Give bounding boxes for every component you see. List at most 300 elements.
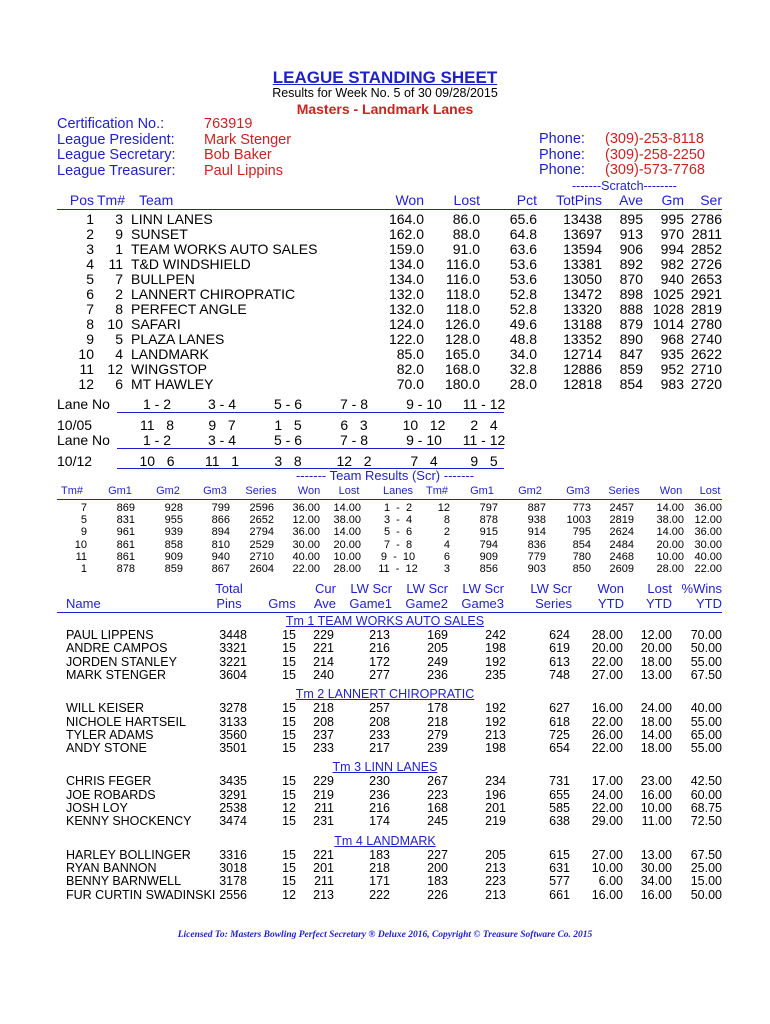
bowler-name: MARK STENGER [66, 667, 167, 682]
team-results-cell: 36.00 [694, 502, 722, 514]
bowler-name: FUR CURTIN SWADINSKI [66, 887, 216, 902]
bowler-cell: 22.00 [591, 654, 623, 669]
bowler-cell: 200 [427, 860, 448, 875]
lane-divider [117, 448, 504, 449]
team-results-col-header: Gm2 [518, 485, 542, 497]
team-results-col-header: Won [297, 485, 321, 497]
standings-cell: 994 [660, 241, 684, 257]
bowler-name: TYLER ADAMS [66, 727, 154, 742]
bowler-cell: 23.00 [640, 774, 672, 789]
bowler-cell: 205 [427, 641, 448, 656]
standings-cell: 13188 [563, 316, 602, 332]
bowler-name: CHRIS FEGER [66, 774, 152, 789]
bowler-name: RYAN BANNON [66, 860, 157, 875]
standings-cell: 165.0 [444, 346, 480, 362]
team-results-cell: 9 [80, 526, 87, 539]
bowler-col-header: Series [535, 596, 572, 611]
lane-pair: 7 - 8 [339, 396, 368, 412]
bowler-cell: 20.00 [591, 641, 623, 656]
lane-matchup: 11 8 [140, 417, 174, 433]
bowler-name: WILL KEISER [66, 701, 145, 716]
team-results-cell: 5 - 6 [383, 526, 413, 539]
team-results-cell: 20.00 [656, 538, 684, 551]
team-results-cell: 12.00 [292, 514, 320, 527]
lane-label: Lane No [57, 432, 110, 448]
standings-cell: 4 [86, 256, 94, 272]
standings-cell: LANDMARK [131, 346, 209, 362]
bowler-cell: 55.00 [690, 714, 722, 729]
lane-matchup: 1 5 [274, 417, 302, 433]
bowler-name: KENNY SHOCKENCY [66, 814, 192, 829]
bowler-cell: 70.00 [690, 628, 722, 642]
bowler-cell: 655 [549, 787, 570, 802]
bowler-cell: 725 [549, 727, 570, 742]
standings-cell: 6 [86, 286, 94, 302]
bowler-cell: 239 [427, 741, 448, 756]
bowler-cell: 29.00 [591, 814, 623, 829]
bowler-cell: 615 [549, 847, 570, 862]
bowler-cell: 27.00 [591, 847, 623, 862]
bowler-cell: 10.00 [591, 860, 623, 875]
standings-cell: 168.0 [444, 361, 480, 377]
standings-col-header: Ave [619, 192, 643, 208]
lane-date: 10/12 [57, 453, 93, 469]
phone-label: Phone: [539, 162, 585, 178]
team-results-col-header: Gm1 [470, 485, 494, 497]
team-section-title: Tm 4 LANDMARK [334, 833, 436, 848]
standings-cell: 2740 [690, 331, 722, 347]
bowler-cell: 223 [485, 874, 506, 889]
team-results-cell: 14.00 [333, 502, 361, 514]
team-results-cell: 779 [527, 550, 546, 563]
standings-row [0, 317, 770, 332]
standings-row [0, 227, 770, 242]
standings-cell: 940 [660, 271, 684, 287]
team-results-col-header: Lanes [383, 485, 413, 497]
standings-cell: 2720 [690, 376, 722, 392]
standings-cell: 3 [115, 211, 123, 227]
bowler-cell: 16.00 [640, 787, 672, 802]
bowler-cell: 214 [313, 654, 334, 669]
standings-col-header: Ser [700, 192, 722, 208]
lane-divider [117, 412, 504, 413]
officer-label: Certification No.: [57, 116, 165, 132]
standings-cell: 2819 [690, 301, 722, 317]
standings-cell: 34.0 [509, 346, 537, 362]
standings-cell: 1 [115, 241, 123, 257]
bowler-cell: 27.00 [591, 667, 623, 682]
bowler-cell: 196 [485, 787, 506, 802]
bowler-col-header: Game2 [405, 596, 448, 611]
officer-value: Mark Stenger [204, 131, 292, 148]
team-results-cell: 854 [572, 538, 591, 551]
team-results-col-header: Gm3 [203, 485, 227, 497]
phone-values [605, 132, 705, 179]
team-results-col-header: Series [608, 485, 640, 497]
bowler-cell: 240 [313, 667, 334, 682]
bowler-cell: 28.00 [591, 628, 623, 642]
bowler-cell: 3221 [219, 654, 247, 669]
bowler-cell: 3278 [219, 701, 247, 716]
standings-cell: 134.0 [388, 256, 424, 272]
team-results-cell: 909 [479, 550, 498, 563]
bowler-cell: 15 [282, 874, 296, 889]
standings-cell: 116.0 [446, 271, 480, 287]
standings-cell: 13438 [563, 211, 602, 227]
bowler-cell: 213 [485, 727, 506, 742]
team-results-cell: 939 [164, 526, 183, 539]
standings-cell: 64.8 [509, 226, 537, 242]
standings-cell: 52.8 [509, 301, 537, 317]
lane-matchup: 9 5 [470, 453, 498, 469]
standings-cell: 10 [78, 346, 94, 362]
bowler-row [0, 875, 770, 888]
bowler-cell: 661 [549, 887, 570, 902]
bowler-cell: 245 [427, 814, 448, 829]
bowler-cell: 3133 [219, 714, 247, 729]
standings-cell: 162.0 [388, 226, 424, 242]
bowler-cell: 67.50 [690, 667, 722, 682]
bowler-row [0, 669, 770, 682]
bowler-cell: 201 [313, 860, 334, 875]
bowler-cell: 68.75 [690, 801, 722, 815]
team-results-cell: 28.00 [333, 563, 361, 575]
team-results-cell: 955 [164, 514, 183, 527]
standings-cell: 49.6 [509, 316, 537, 332]
bowler-cell: 3474 [219, 814, 247, 829]
bowler-cell: 223 [427, 787, 448, 802]
standings-cell: PERFECT ANGLE [131, 301, 247, 317]
bowler-cell: 171 [369, 874, 390, 889]
standings-cell: 1014 [652, 316, 684, 332]
bowler-cell: 12 [282, 801, 296, 815]
bowler-cell: 221 [313, 641, 334, 656]
standings-cell: MT HAWLEY [131, 376, 214, 392]
standings-col-header: Lost [453, 192, 480, 208]
lane-pair: 3 - 4 [207, 396, 236, 412]
standings-col-header: Pos [69, 192, 94, 208]
bowler-cell: 3018 [219, 860, 247, 875]
bowler-cell: 748 [549, 667, 570, 682]
bowler-cell: 67.50 [690, 847, 722, 862]
bowler-col-header: Pins [216, 596, 242, 611]
bowler-cell: 24.00 [591, 787, 623, 802]
lane-matchup: 3 8 [274, 453, 302, 469]
standings-cell: 2921 [690, 286, 722, 302]
standings-cell: 8 [86, 316, 94, 332]
bowler-col-header: Cur [315, 581, 336, 596]
bowler-cell: 15 [282, 654, 296, 669]
standings-cell: 12886 [563, 361, 602, 377]
team-section-title: Tm 1 TEAM WORKS AUTO SALES [285, 614, 485, 628]
standings-cell: TEAM WORKS AUTO SALES [131, 241, 318, 257]
bowler-cell: 213 [313, 887, 334, 902]
standings-cell: 5 [115, 331, 123, 347]
standings-row [0, 377, 770, 392]
standings-cell: 65.6 [509, 211, 537, 227]
team-results-cell: 915 [479, 526, 498, 539]
standings-col-header: Team [139, 192, 174, 208]
standings-col-header: Pct [516, 192, 537, 208]
standings-header [0, 192, 770, 209]
bowler-cell: 221 [313, 847, 334, 862]
bowler-cell: 3321 [219, 641, 247, 656]
bowler-cell: 18.00 [640, 654, 672, 669]
phone-label: Phone: [539, 146, 585, 163]
standings-cell: 935 [660, 346, 684, 362]
bowler-cell: 55.00 [690, 654, 722, 669]
standings-cell: 5 [86, 271, 94, 287]
scratch-label: -------Scratch-------- [572, 179, 677, 193]
lane-matchup: 7 4 [410, 453, 438, 469]
bowler-cell: 6.00 [598, 874, 623, 889]
bowler-cell: 234 [485, 774, 506, 789]
team-results-col-header: Gm3 [566, 485, 590, 497]
bowler-cell: 192 [485, 701, 506, 716]
standings-cell: 870 [619, 271, 643, 287]
bowler-cell: 34.00 [640, 874, 672, 889]
officer-value: Paul Lippins [204, 162, 283, 179]
standings-cell: 10 [107, 316, 123, 332]
bowler-cell: 3316 [219, 847, 247, 862]
team-results-cell: 10.00 [656, 550, 684, 563]
bowler-cell: 22.00 [591, 741, 623, 756]
standings-cell: 9 [115, 226, 123, 242]
officer-label: League Treasurer: [57, 162, 176, 179]
team-results-cell: 38.00 [656, 514, 684, 527]
lane-pair: 11 - 12 [462, 432, 506, 448]
lane-pair: 1 - 2 [142, 396, 171, 412]
standings-cell: 879 [619, 316, 643, 332]
bowler-cell: 30.00 [640, 860, 672, 875]
bowler-row [0, 889, 770, 902]
standings-cell: 1025 [652, 286, 684, 302]
officer-labels [57, 117, 176, 179]
standings-cell: 983 [660, 376, 684, 392]
team-results-cell: 894 [211, 526, 230, 539]
bowler-cell: 3448 [219, 628, 247, 642]
standings-cell: 968 [660, 331, 684, 347]
team-results-cell: 12.00 [694, 514, 722, 527]
officer-value: Bob Baker [204, 147, 272, 163]
team-results-cell: 5 [80, 514, 87, 527]
bowler-cell: 631 [549, 860, 570, 875]
bowler-cell: 24.00 [640, 701, 672, 716]
bowler-cell: 16.00 [640, 887, 672, 902]
team-results-cell: 9 - 10 [380, 550, 416, 563]
bowler-cell: 2556 [219, 887, 247, 902]
bowler-cell: 3560 [219, 727, 247, 742]
bowler-cell: 205 [485, 847, 506, 862]
team-results-cell: 795 [572, 526, 591, 539]
team-results-divider [57, 499, 722, 500]
team-results-cell: 1 [80, 563, 87, 575]
team-results-cell: 1003 [566, 514, 591, 527]
standings-cell: 88.0 [452, 226, 480, 242]
standings-cell: 132.0 [388, 286, 424, 302]
standings-cell: WINGSTOP [131, 361, 207, 377]
bowler-cell: 15 [282, 860, 296, 875]
team-results-col-header: Lost [699, 485, 721, 497]
team-results-cell: 2596 [249, 502, 274, 514]
team-results-cell: 938 [527, 514, 546, 527]
bowler-name: NICHOLE HARTSEIL [66, 714, 186, 729]
bowler-cell: 192 [485, 714, 506, 729]
standings-divider [57, 209, 722, 210]
standings-cell: 2 [115, 286, 123, 302]
bowler-cell: 168 [427, 801, 448, 815]
bowler-cell: 198 [485, 741, 506, 756]
team-results-cell: 831 [116, 514, 135, 527]
lane-pair: 1 - 2 [142, 432, 171, 448]
bowler-cell: 219 [485, 814, 506, 829]
standings-cell: 118.0 [446, 286, 480, 302]
team-results-cell: 780 [572, 550, 591, 563]
standings-row [0, 212, 770, 227]
bowler-cell: 169 [427, 628, 448, 642]
phone-value: (309)-258-2250 [605, 146, 705, 163]
bowler-name: JORDEN STANLEY [66, 654, 177, 669]
standings-cell: 91.0 [452, 241, 480, 257]
bowler-cell: 218 [369, 860, 390, 875]
bowler-cell: 638 [549, 814, 570, 829]
team-results-cell: 14.00 [333, 526, 361, 539]
team-results-col-header: Tm# [61, 485, 83, 497]
team-results-cell: 2652 [249, 514, 274, 527]
team-results-cell: 797 [479, 502, 498, 514]
officer-label: League Secretary: [57, 147, 176, 163]
standings-cell: 2786 [690, 211, 722, 227]
standings-cell: 854 [619, 376, 643, 392]
bowler-cell: 17.00 [591, 774, 623, 789]
phone-labels [539, 132, 585, 179]
bowler-cell: 213 [369, 628, 390, 642]
bowler-cell: 731 [549, 774, 570, 789]
standings-cell: 2811 [691, 226, 722, 242]
team-results-cell: 2457 [609, 502, 634, 514]
standings-row [0, 347, 770, 362]
bowler-row [0, 729, 770, 742]
bowler-col-header: YTD [598, 596, 624, 611]
team-results-cell: 858 [164, 538, 183, 551]
team-results-cell: 8 [443, 514, 450, 527]
standings-col-header: Gm [661, 192, 684, 208]
bowler-name: ANDY STONE [66, 741, 147, 756]
standings-cell: 118.0 [446, 301, 480, 317]
bowler-cell: 3604 [219, 667, 247, 682]
lane-pair: 5 - 6 [273, 432, 302, 448]
team-results-cell: 30.00 [292, 538, 320, 551]
team-results-col-header: Gm1 [108, 485, 132, 497]
team-results-cell: 867 [211, 563, 230, 575]
bowler-col-header: %Wins [681, 581, 722, 596]
bowler-col-header: LW Scr [462, 581, 504, 596]
bowler-cell: 3178 [219, 874, 247, 889]
standings-row [0, 362, 770, 377]
standings-cell: 982 [660, 256, 684, 272]
bowler-cell: 183 [369, 847, 390, 862]
lane-matchup: 2 4 [470, 417, 498, 433]
bowler-cell: 237 [313, 727, 334, 742]
team-results-row [0, 563, 770, 575]
bowler-row [0, 815, 770, 828]
standings-cell: 1 [86, 211, 94, 227]
bowler-cell: 13.00 [640, 847, 672, 862]
standings-cell: SAFARI [131, 316, 181, 332]
team-section-title: Tm 2 LANNERT CHIROPRATIC [295, 687, 475, 702]
bowler-cell: 13.00 [640, 667, 672, 682]
bowler-name: HARLEY BOLLINGER [66, 847, 191, 862]
standings-cell: 159.0 [388, 241, 424, 257]
standings-cell: 859 [619, 361, 643, 377]
standings-cell: 13381 [563, 256, 602, 272]
bowler-col-header: Lost [647, 581, 672, 596]
bowler-row [0, 849, 770, 862]
bowler-cell: 216 [369, 641, 390, 656]
team-results-cell: 2468 [609, 550, 634, 563]
standings-cell: 12818 [563, 376, 602, 392]
bowler-cell: 18.00 [640, 741, 672, 756]
team-results-cell: 6 [443, 550, 450, 563]
bowler-cell: 229 [313, 628, 334, 642]
team-results-row [0, 551, 770, 563]
team-results-cell: 887 [527, 502, 546, 514]
team-results-row [0, 526, 770, 538]
bowler-cell: 42.50 [690, 774, 722, 789]
standings-cell: 9 [86, 331, 94, 347]
team-results-cell: 36.00 [292, 526, 320, 539]
team-results-cell: 12 [437, 502, 450, 514]
bowler-col-header: Game1 [349, 596, 392, 611]
team-results-col-header: Gm2 [156, 485, 180, 497]
bowler-cell: 22.00 [591, 801, 623, 815]
bowler-cell: 613 [549, 654, 570, 669]
standings-col-header: Won [395, 192, 424, 208]
bowler-cell: 15 [282, 727, 296, 742]
standings-cell: 11 [108, 256, 123, 272]
bowler-header [0, 581, 770, 613]
standings-cell: BULLPEN [131, 271, 195, 287]
standings-cell: PLAZA LANES [131, 331, 225, 347]
results-subtitle: Results for Week No. 5 of 30 09/28/2015 [272, 86, 498, 100]
lane-pair: 7 - 8 [339, 432, 368, 448]
team-results-cell: 40.00 [694, 550, 722, 563]
bowler-col-header: LW Scr [530, 581, 572, 596]
bowler-col-header: Game3 [461, 596, 504, 611]
bowler-cell: 236 [427, 667, 448, 682]
standings-cell: 63.6 [509, 241, 537, 257]
bowler-cell: 654 [549, 741, 570, 756]
bowler-cell: 15 [282, 814, 296, 829]
team-results-cell: 799 [211, 502, 230, 514]
standings-cell: 53.6 [509, 271, 537, 287]
lane-matchup: 11 1 [205, 453, 239, 469]
team-results-cell: 20.00 [333, 538, 361, 551]
team-results-cell: 30.00 [694, 538, 722, 551]
team-results-cell: 3 - 4 [383, 514, 413, 527]
team-results-cell: 28.00 [656, 563, 684, 575]
team-results-cell: 2710 [249, 550, 274, 563]
bowler-cell: 233 [313, 741, 334, 756]
bowler-cell: 174 [369, 814, 390, 829]
team-results-cell: 914 [527, 526, 546, 539]
bowler-cell: 50.00 [690, 887, 722, 902]
team-results-cell: 903 [527, 563, 546, 575]
standings-cell: 7 [115, 271, 123, 287]
bowler-cell: 14.00 [640, 727, 672, 742]
bowler-cell: 3435 [219, 774, 247, 789]
team-results-col-header: Lost [338, 485, 360, 497]
